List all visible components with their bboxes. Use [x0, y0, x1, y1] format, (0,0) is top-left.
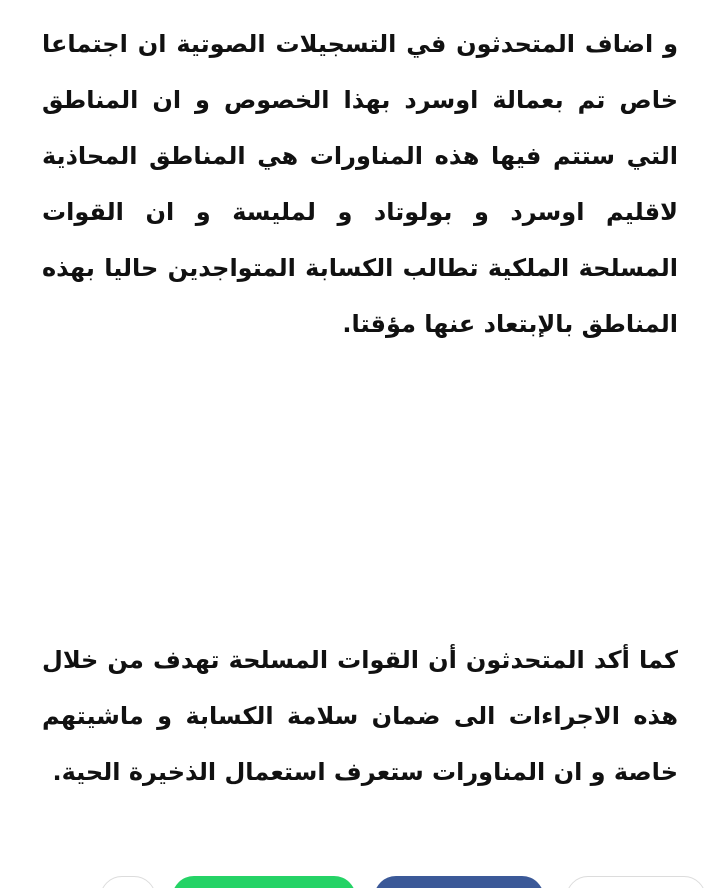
article-paragraph: و اضاف المتحدثون في التسجيلات الصوتية ان اجتماعا خاص تم بعمالة اوسرد بهذا الخصوص و ان المناطق التي ستتم فيها هذه المناورات هي المناطق المحاذية لاقليم اوسرد و بولوتاد و لمليسة و ان القوات المسلحة الملكية تطالب الكسابة المتواجدين حاليا بهذه المناطق بالإبتعاد عنها مؤقتا.	[42, 30, 678, 338]
whatsapp-share-button[interactable]	[172, 876, 356, 888]
article-paragraph: كما أكد المتحدثون أن القوات المسلحة تهدف من خلال هذه الاجراءات الى ضمان سلامة الكسابة و ماشيتهم خاصة و ان المناورات ستعرف استعمال الذخيرة الحية.	[42, 646, 678, 786]
article-body	[42, 16, 678, 786]
share-button[interactable]	[566, 876, 706, 888]
facebook-share-button[interactable]	[374, 876, 544, 888]
share-bar	[0, 876, 720, 888]
share-button[interactable]	[100, 876, 156, 888]
